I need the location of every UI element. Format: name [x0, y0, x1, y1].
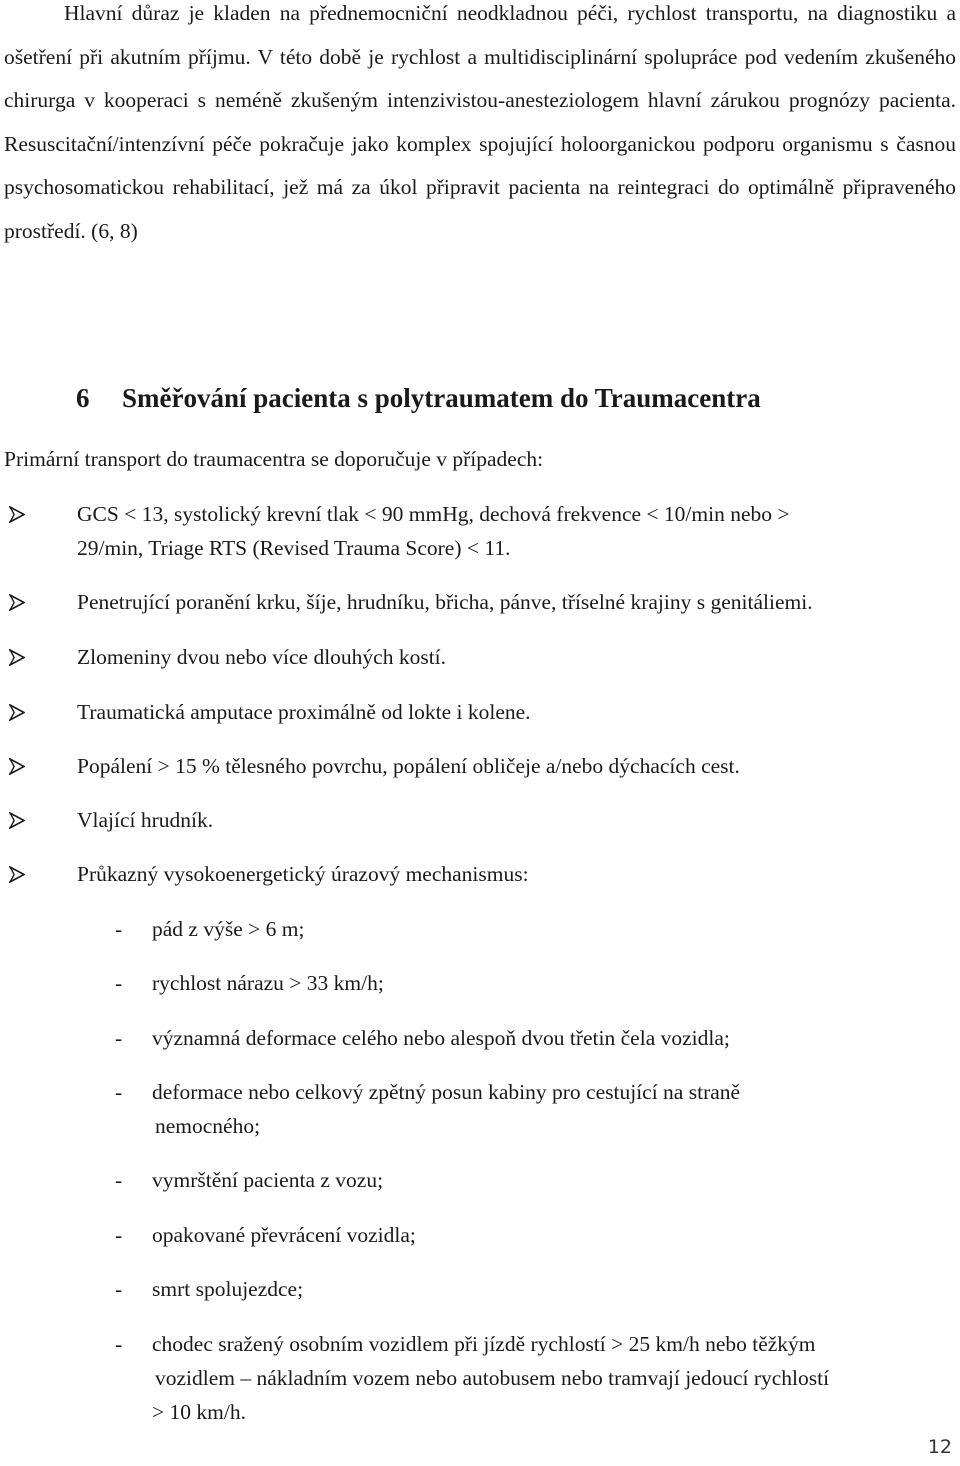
arrowhead-bullet-icon — [4, 640, 30, 674]
dash-mark: - — [115, 1332, 123, 1356]
dash-mark: - — [115, 1168, 123, 1192]
arrowhead-bullet-icon — [4, 497, 30, 531]
arrowhead-bullet-icon — [4, 585, 30, 619]
bullet-text: Zlomeniny dvou nebo více dlouhých kostí. — [77, 645, 447, 669]
intro-paragraph: Hlavní důraz je kladen na přednemocniční neodkladnou péči, rychlost transportu, na diagnostiku a ošetření při akutním příjmu. V této době je rychlost a multidisciplinární spolupráce pod vedením zkušeného chirurga v kooperaci s neméně zkušeným intenzivistou-anesteziologem hlavní zárukou prognózy pacienta. Resuscitační/intenzívní péče pokračuje jako komplex spojující holoorganickou podporu organismu s časnou psychosomatickou rehabilitací, jež má za úkol připravit pacienta na reintegraci do optimálně připraveného prostředí. (6, 8) — [4, 1, 956, 243]
bullet-text: Traumatická amputace proximálně od lokte i kolene. — [77, 700, 531, 724]
dash-line: pád z výše > 6 m; — [152, 917, 305, 941]
dash-line: smrt spolujezdce; — [152, 1277, 304, 1301]
arrowhead-bullet-icon — [4, 749, 30, 783]
dash-text — [152, 912, 950, 946]
dash-text — [152, 1218, 950, 1252]
dash-line: deformace nebo celkový zpětný posun kabiny pro cestující na straně — [152, 1080, 741, 1104]
page-number: 12 — [927, 1436, 952, 1458]
section-heading — [76, 383, 761, 414]
dash-line: vymrštění pacienta z vozu; — [152, 1168, 384, 1192]
dash-line: > 10 km/h. — [152, 1400, 246, 1424]
section-title: Směřování pacienta s polytraumatem do Traumacentra — [122, 383, 761, 413]
dash-line: významná deformace celého nebo alespoň dvou třetin čela vozidla; — [152, 1026, 730, 1050]
bullet-line: GCS < 13, systolický krevní tlak < 90 mmHg, dechová frekvence < 10/min nebo > — [77, 502, 790, 526]
bullet-text — [77, 497, 947, 565]
dash-text — [152, 1075, 950, 1143]
dash-text — [152, 1272, 950, 1306]
dash-line: rychlost nárazu > 33 km/h; — [152, 971, 384, 995]
dash-line: chodec sražený osobním vozidlem při jízdě rychlostí > 25 km/h nebo těžkým — [152, 1332, 816, 1356]
dash-line: nemocného; — [155, 1114, 261, 1138]
dash-line: opakované převrácení vozidla; — [152, 1223, 416, 1247]
dash-text — [152, 1327, 950, 1429]
dash-text — [152, 966, 950, 1000]
dash-text — [152, 1021, 950, 1055]
bullet-text: Popálení > 15 % tělesného povrchu, popálení obličeje a/nebo dýchacích cest. — [77, 754, 740, 778]
section-number: 6 — [76, 383, 90, 413]
dash-mark: - — [115, 917, 123, 941]
arrowhead-bullet-icon — [4, 695, 30, 729]
dash-text — [152, 1163, 950, 1197]
lead-sentence: Primární transport do traumacentra se doporučuje v případech: — [4, 447, 544, 471]
arrowhead-bullet-icon — [4, 803, 30, 837]
dash-mark: - — [115, 1026, 123, 1050]
dash-mark: - — [115, 971, 123, 995]
dash-line: vozidlem – nákladním vozem nebo autobusem nebo tramvají jedoucí rychlostí — [155, 1366, 830, 1390]
dash-mark: - — [115, 1223, 123, 1247]
bullet-line: 29/min, Triage RTS (Revised Trauma Score) < 11. — [77, 536, 511, 560]
dash-mark: - — [115, 1277, 123, 1301]
bullet-text: Průkazný vysokoenergetický úrazový mechanismus: — [77, 862, 529, 886]
bullet-text: Penetrující poranění krku, šíje, hrudníku, břicha, pánve, tříselné krajiny s genitáliemi. — [77, 590, 813, 614]
dash-mark: - — [115, 1080, 123, 1104]
arrowhead-bullet-icon — [4, 857, 30, 891]
bullet-text: Vlající hrudník. — [77, 808, 214, 832]
